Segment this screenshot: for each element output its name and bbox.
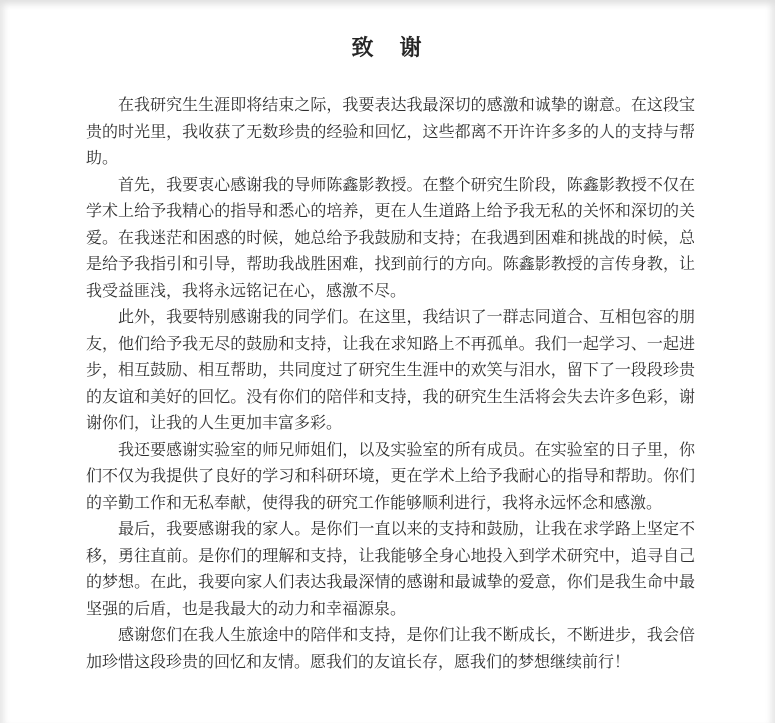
page-title: 致 谢 (351, 35, 424, 60)
paragraph-labmates: 我还要感谢实验室的师兄师姐们，以及实验室的所有成员。在实验室的日子里，你们不仅为我提供了良好的学习和科研环境，更在学术上给予我耐心的指导和帮助。你们的辛勤工作和无私奉献，使得我的研究工作能够顺利进行，我将永远怀念和感激。 (86, 441, 695, 512)
paragraph-intro: 在我研究生生涯即将结束之际，我要表达我最深切的感激和诚挚的谢意。在这段宝贵的时光里，我收获了无数珍贵的经验和回忆，这些都离不开许许多多的人的支持与帮助。 (86, 97, 695, 167)
paragraph-family: 最后，我要感谢我的家人。是你们一直以来的支持和鼓励，让我在求学路上坚定不移，勇往直前。是你们的理解和支持，让我能够全身心地投入到学术研究中，追寻自己的梦想。在此，我要向家人们表达我最深情的感谢和最诚挚的爱意，你们是我生命中最坚强的后盾，也是我最大的动力和幸福源泉。 (86, 521, 695, 618)
document-body (86, 93, 695, 676)
paragraph-advisor: 首先，我要衷心感谢我的导师陈鑫影教授。在整个研究生阶段，陈鑫影教授不仅在学术上给予我精心的指导和悉心的培养，更在人生道路上给予我无私的关怀和深切的关爱。在我迷茫和困惑的时候，她总给予我鼓励和支持；在我遇到困难和挑战的时候，总是给予我指引和引导，帮助我战胜困难，找到前行的方向。陈鑫影教授的言传身教，让我受益匪浅，我将永远铭记在心，感激不尽。 (86, 176, 695, 300)
paragraph-classmates: 此外，我要特别感谢我的同学们。在这里，我结识了一群志同道合、互相包容的朋友，他们给予我无尽的鼓励和支持，让我在求知路上不再孤单。我们一起学习、一起进步，相互鼓励、相互帮助，共同度过了研究生生涯中的欢笑与泪水，留下了一段段珍贵的友谊和美好的回忆。没有你们的陪伴和支持，我的研究生生活将会失去许多色彩，谢谢你们，让我的人生更加丰富多彩。 (86, 309, 695, 432)
paragraph-closing: 感谢您们在我人生旅途中的陪伴和支持，是你们让我不断成长，不断进步，我会倍加珍惜这段珍贵的回忆和友情。愿我们的友谊长存，愿我们的梦想继续前行！ (86, 627, 695, 671)
